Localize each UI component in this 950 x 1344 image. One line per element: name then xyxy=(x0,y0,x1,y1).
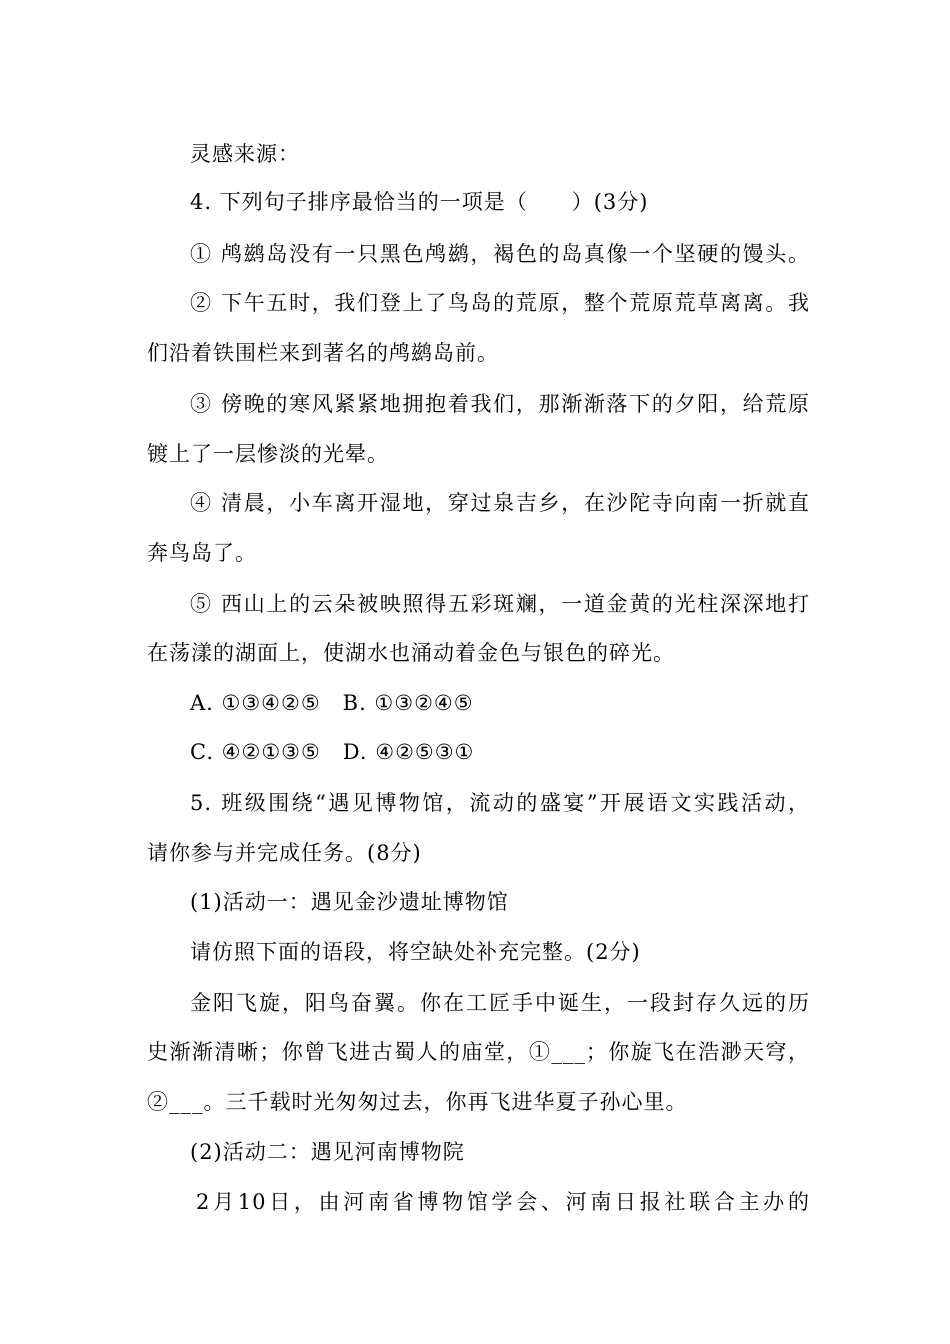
sentence-3: ③ 傍晚的寒风紧紧地拥抱着我们，那渐渐落下的夕阳，给荒原 xyxy=(190,392,810,416)
options-c-d: C. ④②①③⑤ D. ④②⑤③① xyxy=(190,740,475,764)
question-4-stem: 4. 下列句子排序最恰当的一项是（ ）(3分) xyxy=(190,190,649,214)
sentence-3-cont: 镀上了一层惨淡的光晕。 xyxy=(147,442,389,466)
activity-2-heading: (2)活动二：遇见河南博物院 xyxy=(190,1140,465,1164)
sentence-1: ① 鸬鹚岛没有一只黑色鸬鹚，褐色的岛真像一个坚硬的馒头。 xyxy=(190,242,810,266)
activity-1-heading: (1)活动一：遇见金沙遗址博物馆 xyxy=(190,890,509,914)
activity-1-instruction: 请仿照下面的语段，将空缺处补充完整。(2分) xyxy=(190,940,641,964)
passage-line-3: ②___。三千载时光匆匆过去，你再飞进华夏子孙心里。 xyxy=(147,1090,688,1114)
options-a-b: A. ①③④②⑤ B. ①③②④⑤ xyxy=(190,691,474,715)
activity-2-text: 2月10日，由河南省博物馆学会、河南日报社联合主办的 xyxy=(196,1190,810,1214)
sentence-4: ④ 清晨，小车离开湿地，穿过泉吉乡，在沙陀寺向南一折就直 xyxy=(190,491,810,515)
sentence-2-cont: 们沿着铁围栏来到著名的鸬鹚岛前。 xyxy=(147,341,499,365)
question-5-stem-cont: 请你参与并完成任务。(8分) xyxy=(147,841,422,865)
sentence-5: ⑤ 西山上的云朵被映照得五彩斑斓，一道金黄的光柱深深地打 xyxy=(190,592,810,616)
sentence-4-cont: 奔鸟岛了。 xyxy=(147,541,257,565)
question-5-stem: 5. 班级围绕“遇见博物馆，流动的盛宴”开展语文实践活动， xyxy=(190,791,810,815)
sentence-5-cont: 在荡漾的湖面上，使湖水也涌动着金色与银色的碎光。 xyxy=(147,641,675,665)
sentence-2: ② 下午五时，我们登上了鸟岛的荒原，整个荒原荒草离离。我 xyxy=(190,291,810,315)
passage-line-2: 史渐渐清晰；你曾飞进古蜀人的庙堂，①___；你旋飞在浩渺天穹， xyxy=(147,1040,810,1064)
text-line: 灵感来源： xyxy=(190,142,300,166)
passage-line-1: 金阳飞旋，阳鸟奋翼。你在工匠手中诞生，一段封存久远的历 xyxy=(190,991,810,1015)
